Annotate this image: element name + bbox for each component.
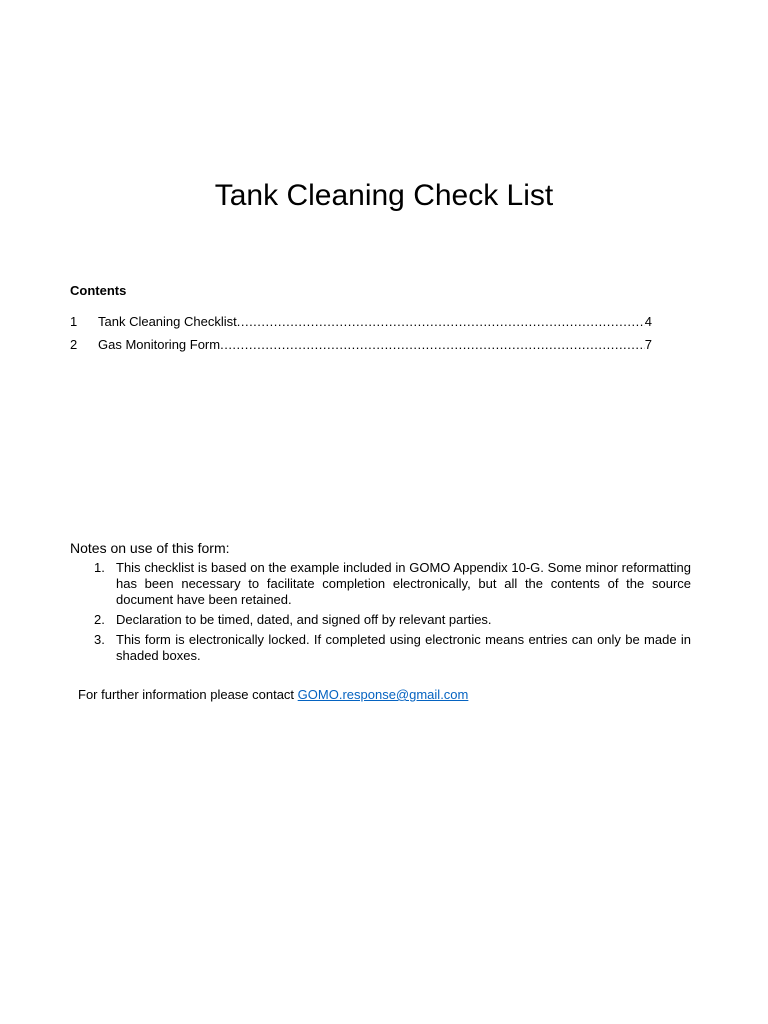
notes-heading: Notes on use of this form: [70,540,230,556]
note-item [70,632,691,664]
note-item [70,612,691,628]
document-title: Tank Cleaning Check List [214,179,554,212]
note-text: This form is electronically locked. If completed using electronic means entries can only be made in shaded boxes. [116,632,691,663]
table-of-contents [70,314,652,360]
note-text: Declaration to be timed, dated, and signed off by relevant parties. [116,612,492,627]
toc-dot-leader [220,337,645,353]
toc-entry-title: Gas Monitoring Form [98,337,221,352]
toc-entry-page: 7 [644,337,652,352]
toc-entry-number: 1 [70,314,78,329]
toc-entry-number: 2 [70,337,78,352]
note-number: 3. [94,632,105,647]
toc-entry[interactable] [70,314,652,330]
note-item [70,560,691,608]
toc-dot-leader [237,314,645,330]
notes-list [70,560,691,668]
note-number: 1. [94,560,105,575]
contact-email-link[interactable]: GOMO.response@gmail.com [297,687,469,702]
contact-prefix: For further information please contact [78,687,298,702]
toc-entry-title: Tank Cleaning Checklist [98,314,237,329]
toc-entry-page: 4 [644,314,652,329]
contact-line [78,687,468,703]
toc-entry[interactable] [70,337,652,353]
contents-heading: Contents [70,283,127,298]
note-number: 2. [94,612,105,627]
note-text: This checklist is based on the example included in GOMO Appendix 10-G. Some minor reformatting has been necessary to facilitate completion electronically, but all the contents of the source document have been retained. [116,560,691,607]
